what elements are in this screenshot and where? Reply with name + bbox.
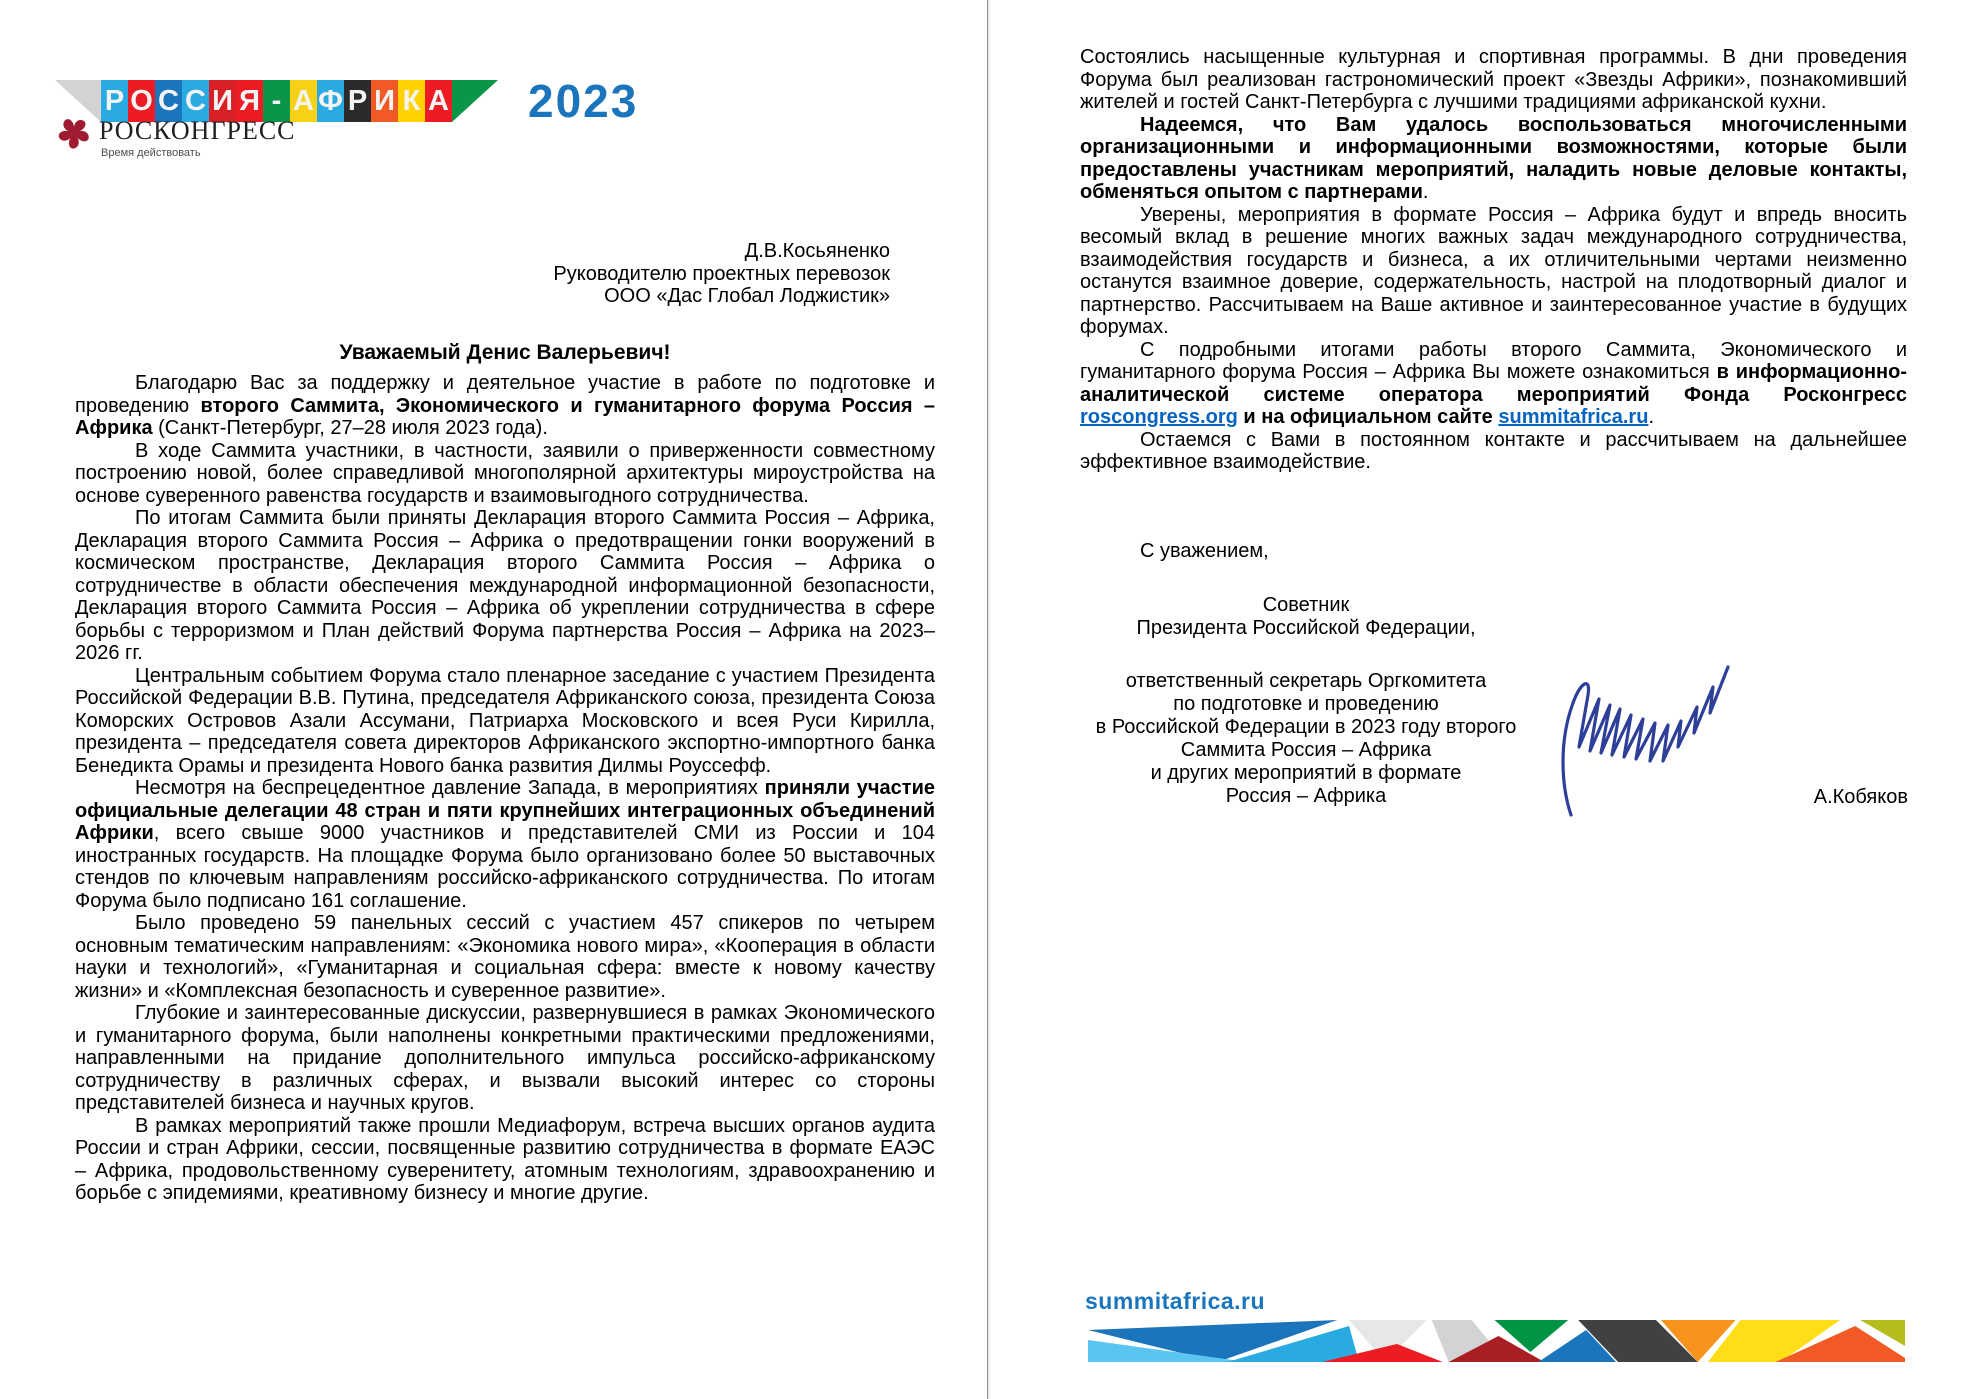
roscongress-logo — [57, 116, 296, 159]
paragraph — [1080, 114, 1907, 204]
signer-name: А.Кобяков — [1813, 786, 1908, 808]
handwritten-signature — [1555, 635, 1760, 820]
text-line — [1080, 640, 1532, 670]
paragraph — [1080, 204, 1907, 339]
text-line: Саммита Россия – Африка — [1180, 739, 1432, 761]
paragraph — [75, 665, 935, 778]
text-run: Несмотря на беспрецедентное давление Запада, в мероприятиях — [135, 777, 765, 799]
text-line: Д.В.Косьяненко — [744, 240, 890, 262]
logo-letter-tile: К — [398, 80, 425, 122]
text-run: Было проведено 59 панельных сессий с участием 457 спикеров по четырем основным тематическим направлениям: «Экономика нового мира», «Кооперация в области науки и технологий», «Гуманитарная и социальная сфера: вместе к новому качеству жизни» и «Комплексная безопасность и суверенное развитие». — [75, 912, 935, 1002]
greeting-line: Уважаемый Денис Валерьевич! — [339, 341, 671, 364]
logo-letter-tile: Р — [101, 80, 128, 122]
logo-letter-tile: - — [263, 80, 290, 122]
text-run: и на официальном сайте — [1237, 406, 1499, 428]
text-run: С подробными итогами работы второго Саммита, Экономического и гуманитарного форума Россия – Африка Вы можете ознакомиться — [1080, 338, 1907, 383]
text-run: Уверены, мероприятия в формате Россия – Африка будут и впредь вносить весомый вклад в решение многих важных задач международного сотрудничества, взаимодействия государств и бизнеса, а их отличительными чертами неизменно останутся взаимное доверие, содержательность, настрой на плодотворный диалог и партнерство. Рассчитываем на Ваше активное и заинтересованное участие в будущих форумах. — [1080, 203, 1907, 338]
logo-letter-tile: И — [371, 80, 398, 122]
text-run: приняли участие официальные делегации 48 стран и пяти крупнейших интеграционных объединений Африки — [75, 777, 935, 844]
pinwheel-icon — [57, 116, 91, 150]
logo-letter-tile: Ф — [317, 80, 344, 122]
recipient-block — [75, 240, 890, 308]
text-run: . — [1422, 181, 1429, 203]
text-line: ООО «Дас Глобал Лоджистик» — [604, 285, 890, 307]
logo-letter-tile: Р — [344, 80, 371, 122]
paragraph — [75, 1002, 935, 1115]
body-paragraphs-page2 — [1080, 46, 1907, 474]
paragraph — [75, 372, 935, 440]
text-run: В рамках мероприятий также прошли Медиафорум, встреча высших органов аудита России и стран Африки, сессии, посвященные развитию сотрудничества в формате ЕАЭС – Африка, продовольственному суверенитету, атомным технологиям, здравоохранению и борьбе с эпидемиями, креативному бизнесу и многие другие. — [75, 1114, 935, 1204]
text-link[interactable]: roscongress.org — [1080, 406, 1238, 428]
logo-letter-tile: И — [209, 80, 236, 122]
footer-ribbon-graphic — [1088, 1318, 1905, 1364]
roscongress-brand-name: РОСКОНГРЕСС — [99, 116, 296, 145]
body-paragraphs-page1 — [75, 372, 935, 1205]
text-line: Советник — [1262, 594, 1350, 616]
paragraph — [75, 440, 935, 508]
logo-letter-tile: А — [425, 80, 452, 122]
text-line: по подготовке и проведению — [1173, 693, 1439, 715]
text-line: Президента Российской Федерации, — [1136, 617, 1476, 639]
text-run: По итогам Саммита были приняты Декларация второго Саммита Россия – Африка, Декларация второго Саммита Россия – Африка о предотвращении гонки вооружений в космическом пространстве, Декларация второго Саммита Россия – Африка о сотрудничестве в области обеспечения международной информационной безопасности, Декларация второго Саммита Россия – Африка об укреплении сотрудничества в сфере борьбы с терроризмом и План действий Форума партнерства Россия – Африка на 2023–2026 гг. — [75, 507, 935, 664]
text-run: , всего свыше 9000 участников и представителей СМИ из России и 104 иностранных государств. На площадке Форума было организовано более 50 выставочных стендов по ключевым направлениям российско-африканского сотрудничества. По итогам Форума было подписано 161 соглашение. — [75, 822, 935, 912]
logo-letter-tile: Я — [236, 80, 263, 122]
text-run: Глубокие и заинтересованные дискуссии, развернувшиеся в рамках Экономического и гуманитарного форума, были наполнены конкретными практическими предложениями, направленными на придание дополнительного импульса российско-африканскому сотрудничеству в различных сферах, и вызвали высокий интерес со стороны представителей бизнеса и научных кругов. — [75, 1002, 935, 1114]
text-run: (Санкт-Петербург, 27–28 июля 2023 года). — [152, 417, 548, 439]
text-link[interactable]: summitafrica.ru — [1498, 406, 1649, 428]
page-2 — [990, 0, 1980, 1399]
text-run: Надеемся, что Вам удалось воспользоваться многочисленными организационными и информационными возможностями, которые были предоставлены участникам мероприятий, наладить новые деловые контакты, обменяться опытом с партнерами — [1080, 113, 1907, 203]
closing-salutation: С уважением, — [1140, 540, 1269, 562]
logo-letter-tile: С — [182, 80, 209, 122]
paragraph — [75, 1115, 935, 1205]
footer-site-url: summitafrica.ru — [1085, 1288, 1266, 1314]
signature-title-block — [1080, 594, 1532, 808]
logo-end-triangle-icon — [452, 80, 498, 122]
paragraph — [1080, 46, 1907, 114]
text-line: Руководителю проектных перевозок — [553, 262, 890, 285]
paragraph — [75, 777, 935, 912]
text-run: второго Саммита, Экономического и гуманитарного форума Россия – Африка — [75, 394, 935, 439]
paragraph — [75, 912, 935, 1002]
logo-letter-tile: А — [290, 80, 317, 122]
text-line: ответственный секретарь Оргкомитета — [1125, 670, 1487, 692]
text-run: Благодарю Вас за поддержку и деятельное участие в работе по подготовке и проведению — [75, 372, 935, 417]
logo-year: 2023 — [528, 75, 639, 127]
logo-letter-tile: О — [128, 80, 155, 122]
text-run: Состоялись насыщенные культурная и спортивная программы. В дни проведения Форума был реализован гастрономический проект «Звезды Африки», познакомивший жителей и гостей Санкт-Петербурга с лучшими традициями африканской кухни. — [1080, 46, 1907, 113]
paragraph — [1080, 429, 1907, 474]
text-run: Центральным событием Форума стало пленарное заседание с участием Президента Российской Федерации В.В. Путина, председателя Африканского союза, президента Союза Коморских Островов Азали Ассумани, Патриарха Московского и всея Руси Кирилла, президента – председателя совета директоров Африканского экспортно-импортного банка Бенедикта Орамы и президента Нового банка развития Дилмы Роуссефф. — [75, 664, 935, 777]
text-line: и других мероприятий в формате — [1150, 762, 1462, 784]
text-run: В ходе Саммита участники, в частности, заявили о приверженности совместному построению новой, более справедливой многополярной архитектуры мироустройства на основе суверенного равенства государств и взаимовыгодного сотрудничества. — [75, 439, 935, 507]
text-run: Остаемся с Вами в постоянном контакте и рассчитываем на дальнейшее эффективное взаимодействие. — [1080, 428, 1907, 473]
paragraph — [1080, 339, 1907, 429]
text-line: в Российской Федерации в 2023 году второго — [1095, 716, 1517, 738]
text-line: Россия – Африка — [1225, 785, 1387, 807]
text-run: в информационно-аналитической системе оператора мероприятий Фонда Росконгресс — [1080, 361, 1907, 406]
logo-letter-tile: С — [155, 80, 182, 122]
text-run: . — [1648, 406, 1654, 428]
roscongress-tagline: Время действовать — [101, 147, 201, 159]
paragraph — [75, 507, 935, 665]
